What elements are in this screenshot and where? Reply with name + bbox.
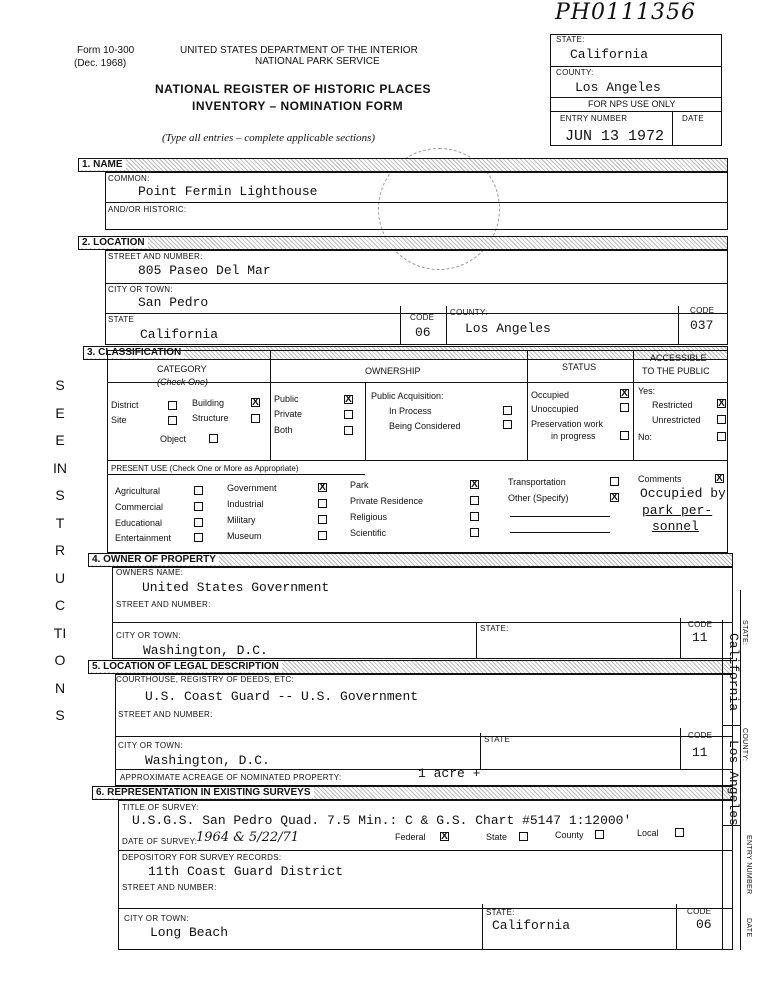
building-label: Building [192, 398, 225, 408]
object-checkbox[interactable] [209, 434, 218, 443]
right-date: DATE [745, 918, 752, 938]
in-process-label: In Process [389, 406, 432, 416]
form-title: NATIONAL REGISTER OF HISTORIC PLACES [155, 82, 432, 96]
county-survey-checkbox[interactable] [595, 830, 604, 839]
private-checkbox[interactable] [344, 410, 353, 419]
private-residence-checkbox[interactable] [470, 496, 479, 505]
owner-code: 11 [692, 630, 708, 645]
site-checkbox[interactable] [168, 416, 177, 425]
private-residence-label: Private Residence [350, 496, 424, 506]
section-2-header: 2. LOCATION [78, 236, 728, 250]
section-1-header: 1. NAME [78, 158, 728, 172]
present-use-label: PRESENT USE (Check One or More as Appropriate) [111, 464, 299, 473]
in-process-checkbox[interactable] [503, 406, 512, 415]
to-public-header: TO THE PUBLIC [642, 366, 710, 376]
accessible-header: ACCESSIBLE [650, 353, 707, 363]
department: UNITED STATES DEPARTMENT OF THE INTERIOR [180, 45, 418, 56]
survey-title-label: TITLE OF SURVEY: [122, 803, 199, 812]
unoccupied-checkbox[interactable] [620, 403, 629, 412]
state-code: 06 [415, 325, 431, 340]
yes-label: Yes: [638, 386, 656, 396]
county-code: 037 [690, 318, 714, 333]
survey-title: U.S.G.S. San Pedro Quad. 7.5 Min.: C & G.S. Chart #5147 1:12000' [132, 813, 632, 828]
scientific-label: Scientific [350, 528, 387, 538]
commercial-label: Commercial [115, 502, 164, 512]
structure-checkbox[interactable] [251, 414, 260, 423]
county: Los Angeles [465, 321, 551, 336]
preservation-label: Preservation work [531, 419, 604, 429]
depository: 11th Coast Guard District [148, 864, 344, 879]
right-state-label: STATE: [741, 620, 748, 646]
form-number: Form 10-300 [77, 45, 135, 56]
category-header: CATEGORY [157, 364, 207, 374]
form-subtitle: INVENTORY – NOMINATION FORM [192, 99, 404, 113]
being-considered-label: Being Considered [389, 421, 461, 431]
legal-state-label: STATE [484, 735, 511, 744]
depository-label: DEPOSITORY FOR SURVEY RECORDS: [122, 853, 282, 862]
legal-city-label: CITY OR TOWN: [118, 741, 183, 750]
educational-checkbox[interactable] [194, 518, 203, 527]
city: San Pedro [138, 295, 209, 310]
unrestricted-label: Unrestricted [652, 415, 701, 425]
state-survey-label: State [486, 832, 508, 842]
industrial-checkbox[interactable] [318, 499, 327, 508]
survey-code-label: CODE [687, 907, 712, 916]
federal-label: Federal [395, 832, 426, 842]
occupied-checkbox[interactable]: X [621, 388, 628, 399]
district-checkbox[interactable] [168, 401, 177, 410]
owner-street-label: STREET AND NUMBER: [116, 600, 211, 609]
structure-label: Structure [192, 413, 229, 423]
local-survey-label: Local [637, 828, 659, 838]
government-checkbox[interactable]: X [319, 482, 326, 493]
both-label: Both [274, 425, 293, 435]
right-county: Los Angeles [726, 740, 741, 826]
state-survey-checkbox[interactable] [519, 832, 528, 841]
section-3-header: 3. CLASSIFICATION [83, 346, 728, 360]
other-specify-1: Occupied by [640, 486, 726, 501]
site-label: Site [111, 415, 127, 425]
religious-checkbox[interactable] [470, 512, 479, 521]
see-instructions: SEE INSTRUCTIONS [53, 377, 67, 723]
industrial-label: Industrial [227, 499, 264, 509]
commercial-checkbox[interactable] [194, 502, 203, 511]
no-checkbox[interactable] [717, 432, 726, 441]
acreage: 1 acre + [418, 766, 481, 781]
entertainment-checkbox[interactable] [194, 533, 203, 542]
military-label: Military [227, 515, 256, 525]
unoccupied-label: Unoccupied [531, 404, 579, 414]
other-specify-2: park per- [642, 503, 713, 518]
agricultural-label: Agricultural [115, 486, 161, 496]
name-box [105, 172, 728, 230]
county-survey-label: County [555, 830, 584, 840]
both-checkbox[interactable] [344, 426, 353, 435]
preservation-checkbox[interactable] [620, 431, 629, 440]
section-4-header: 4. OWNER OF PROPERTY [88, 553, 733, 567]
unrestricted-checkbox[interactable] [717, 415, 726, 424]
museum-checkbox[interactable] [318, 531, 327, 540]
common-name: Point Fermin Lighthouse [138, 184, 318, 199]
no-label: No: [638, 432, 653, 442]
instructions: (Type all entries – complete applicable sections) [162, 132, 376, 144]
service: NATIONAL PARK SERVICE [255, 56, 380, 67]
survey-code: 06 [696, 917, 712, 932]
date-label: DATE [682, 114, 704, 123]
agricultural-checkbox[interactable] [194, 486, 203, 495]
government-label: Government [227, 483, 277, 493]
status-header: STATUS [562, 362, 597, 372]
section-6-header: 6. REPRESENTATION IN EXISTING SURVEYS [92, 786, 733, 800]
scientific-checkbox[interactable] [470, 528, 479, 537]
legal-city: Washington, D.C. [145, 753, 270, 768]
comments-checkbox[interactable]: X [716, 473, 723, 484]
county-label: COUNTY: [450, 308, 488, 317]
public-checkbox[interactable]: X [345, 394, 352, 405]
right-state: California [726, 633, 741, 712]
being-considered-checkbox[interactable] [503, 420, 512, 429]
object-label: Object [160, 434, 187, 444]
restricted-checkbox[interactable]: X [718, 398, 725, 409]
transportation-checkbox[interactable] [610, 477, 619, 486]
survey-date: 1964 & 5/22/71 [196, 830, 300, 845]
survey-city: Long Beach [150, 925, 229, 940]
museum-label: Museum [227, 531, 262, 541]
form-date: (Dec. 1968) [74, 58, 127, 69]
acreage-label: APPROXIMATE ACREAGE OF NOMINATED PROPERTY: [120, 773, 342, 782]
other-label: Other (Specify) [508, 493, 569, 503]
ownership-header: OWNERSHIP [365, 366, 421, 376]
survey-state: California [492, 918, 571, 933]
nps-county: Los Angeles [575, 80, 661, 95]
county-code-label: CODE [690, 306, 715, 315]
survey-street-label: STREET AND NUMBER: [122, 883, 217, 892]
park-checkbox[interactable]: X [471, 479, 478, 490]
street-label: STREET AND NUMBER: [108, 252, 203, 261]
comments-label: Comments [638, 474, 682, 484]
legal-code-label: CODE [688, 731, 713, 740]
public-label: Public [274, 394, 299, 404]
nps-state: California [570, 47, 649, 62]
building-checkbox[interactable]: X [252, 397, 259, 408]
check-one: (Check One) [157, 377, 209, 387]
other-specify-3: sonnel [652, 519, 699, 534]
owner-name-label: OWNERS NAME: [116, 568, 184, 577]
occupied-label: Occupied [531, 390, 570, 400]
nps-county-label: COUNTY: [556, 68, 594, 77]
state: California [140, 327, 219, 342]
document-number: PH0111356 [555, 0, 696, 25]
park-label: Park [350, 480, 369, 490]
nps-state-label: STATE: [556, 35, 585, 44]
city-label: CITY OR TOWN: [108, 285, 173, 294]
owner-state-label: STATE: [480, 624, 509, 633]
legal-code: 11 [692, 745, 708, 760]
courthouse: U.S. Coast Guard -- U.S. Government [145, 689, 419, 704]
state-label: STATE [108, 315, 135, 324]
local-survey-checkbox[interactable] [675, 828, 684, 837]
right-county-label: COUNTY: [741, 728, 748, 762]
section-5-header: 5. LOCATION OF LEGAL DESCRIPTION [88, 660, 733, 674]
private-label: Private [274, 409, 303, 419]
right-entry-number: ENTRY NUMBER [745, 835, 752, 895]
survey-state-label: STATE: [486, 908, 515, 917]
street: 805 Paseo Del Mar [138, 263, 271, 278]
public-acquisition-label: Public Acquisition: [371, 391, 444, 401]
in-progress-label: in progress [551, 431, 596, 441]
legal-street-label: STREET AND NUMBER: [118, 710, 213, 719]
owner-name: United States Government [142, 580, 330, 595]
transportation-label: Transportation [508, 477, 566, 487]
nps-use-only: FOR NPS USE ONLY [588, 99, 676, 109]
owner-city: Washington, D.C. [143, 643, 268, 658]
survey-city-label: CITY OR TOWN: [124, 914, 189, 923]
district-label: District [111, 400, 139, 410]
common-label: COMMON: [108, 174, 150, 183]
owner-code-label: CODE [688, 620, 713, 629]
religious-label: Religious [350, 512, 388, 522]
entertainment-label: Entertainment [115, 533, 172, 543]
entry-number-label: ENTRY NUMBER [560, 114, 628, 123]
survey-date-label: DATE OF SURVEY: [122, 837, 198, 846]
owner-city-label: CITY OR TOWN: [116, 631, 181, 640]
entry-date: JUN 13 1972 [565, 128, 665, 145]
historic-label: AND/OR HISTORIC: [108, 205, 187, 214]
military-checkbox[interactable] [318, 515, 327, 524]
educational-label: Educational [115, 518, 163, 528]
restricted-label: Restricted [652, 400, 693, 410]
federal-checkbox[interactable]: X [441, 831, 448, 842]
courthouse-label: COURTHOUSE, REGISTRY OF DEEDS, ETC: [116, 675, 295, 684]
other-checkbox[interactable]: X [611, 492, 618, 503]
state-code-label: CODE [410, 313, 435, 322]
